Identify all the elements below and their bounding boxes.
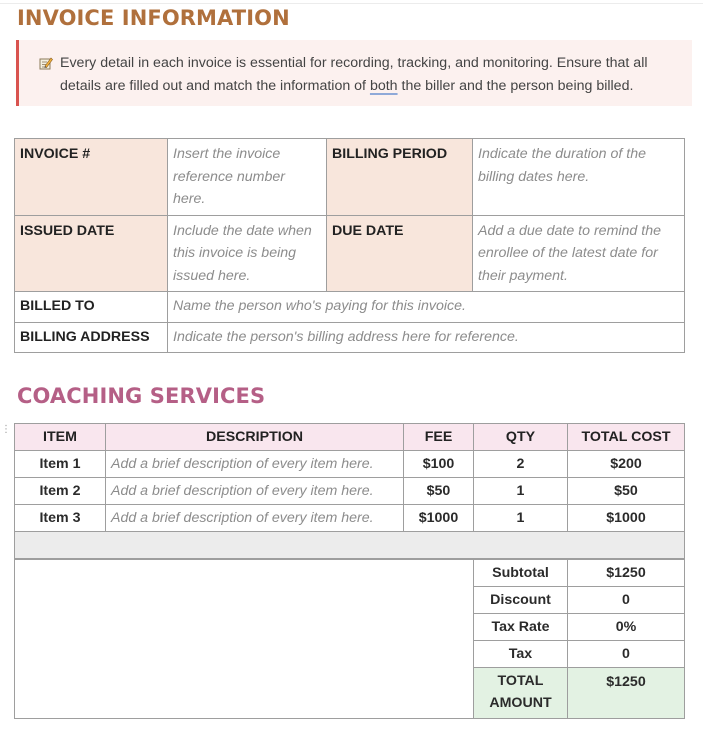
table-row xyxy=(15,478,685,505)
invoice-info-table xyxy=(14,138,685,353)
due-date-field[interactable]: Add a due date to remind the enrollee of the latest date for their payment. xyxy=(473,215,685,292)
item-fee[interactable]: $1000 xyxy=(404,505,474,532)
item-name[interactable]: Item 3 xyxy=(15,505,106,532)
item-qty[interactable]: 1 xyxy=(474,505,568,532)
coaching-services-title: COACHING SERVICES xyxy=(17,384,266,408)
item-total-cost[interactable]: $50 xyxy=(568,478,685,505)
issued-date-field[interactable]: Include the date when this invoice is being issued here. xyxy=(168,215,327,292)
column-header-fee: FEE xyxy=(404,424,474,451)
total-amount-label: TOTAL AMOUNT xyxy=(474,668,568,719)
billing-address-label: BILLING ADDRESS xyxy=(15,322,168,353)
subtotal-value[interactable]: $1250 xyxy=(568,560,685,587)
column-header-item: ITEM xyxy=(15,424,106,451)
item-name[interactable]: Item 2 xyxy=(15,478,106,505)
issued-date-label: ISSUED DATE xyxy=(15,215,168,292)
summary-blank-area xyxy=(15,560,474,719)
memo-pencil-icon xyxy=(39,56,53,70)
table-row xyxy=(15,505,685,532)
invoice-number-field[interactable]: Insert the invoice reference number here. xyxy=(168,139,327,216)
billing-address-field[interactable]: Indicate the person's billing address here for reference. xyxy=(168,322,685,353)
billed-to-field[interactable]: Name the person who's paying for this invoice. xyxy=(168,292,685,323)
tax-value[interactable]: 0 xyxy=(568,641,685,668)
tax-rate-label: Tax Rate xyxy=(474,614,568,641)
invoice-note-callout xyxy=(16,40,692,106)
item-fee[interactable]: $100 xyxy=(404,451,474,478)
summary-table xyxy=(14,559,685,719)
discount-label: Discount xyxy=(474,587,568,614)
tax-rate-value[interactable]: 0% xyxy=(568,614,685,641)
item-description[interactable]: Add a brief description of every item here. xyxy=(106,505,404,532)
item-total-cost[interactable]: $200 xyxy=(568,451,685,478)
total-amount-value[interactable]: $1250 xyxy=(568,668,685,719)
invoice-information-title: INVOICE INFORMATION xyxy=(17,6,290,30)
table-row xyxy=(15,451,685,478)
billed-to-label: BILLED TO xyxy=(15,292,168,323)
invoice-note-text: Every detail in each invoice is essential for recording, tracking, and monitoring. Ensure that all details are filled out and match the information of both the biller and the person being billed. xyxy=(60,55,648,94)
item-qty[interactable]: 1 xyxy=(474,478,568,505)
column-header-qty: QTY xyxy=(474,424,568,451)
top-divider xyxy=(0,3,703,4)
spacer-row xyxy=(15,532,685,559)
item-total-cost[interactable]: $1000 xyxy=(568,505,685,532)
drag-handle-icon[interactable]: ⋮ xyxy=(1,424,11,435)
billing-period-label: BILLING PERIOD xyxy=(327,139,473,216)
item-name[interactable]: Item 1 xyxy=(15,451,106,478)
discount-value[interactable]: 0 xyxy=(568,587,685,614)
due-date-label: DUE DATE xyxy=(327,215,473,292)
subtotal-label: Subtotal xyxy=(474,560,568,587)
services-items-table xyxy=(14,423,685,559)
tax-label: Tax xyxy=(474,641,568,668)
item-fee[interactable]: $50 xyxy=(404,478,474,505)
column-header-description: DESCRIPTION xyxy=(106,424,404,451)
billing-period-field[interactable]: Indicate the duration of the billing dates here. xyxy=(473,139,685,216)
underlined-word: both xyxy=(369,78,398,94)
column-header-total-cost: TOTAL COST xyxy=(568,424,685,451)
item-description[interactable]: Add a brief description of every item here. xyxy=(106,478,404,505)
invoice-number-label: INVOICE # xyxy=(15,139,168,216)
item-description[interactable]: Add a brief description of every item here. xyxy=(106,451,404,478)
item-qty[interactable]: 2 xyxy=(474,451,568,478)
